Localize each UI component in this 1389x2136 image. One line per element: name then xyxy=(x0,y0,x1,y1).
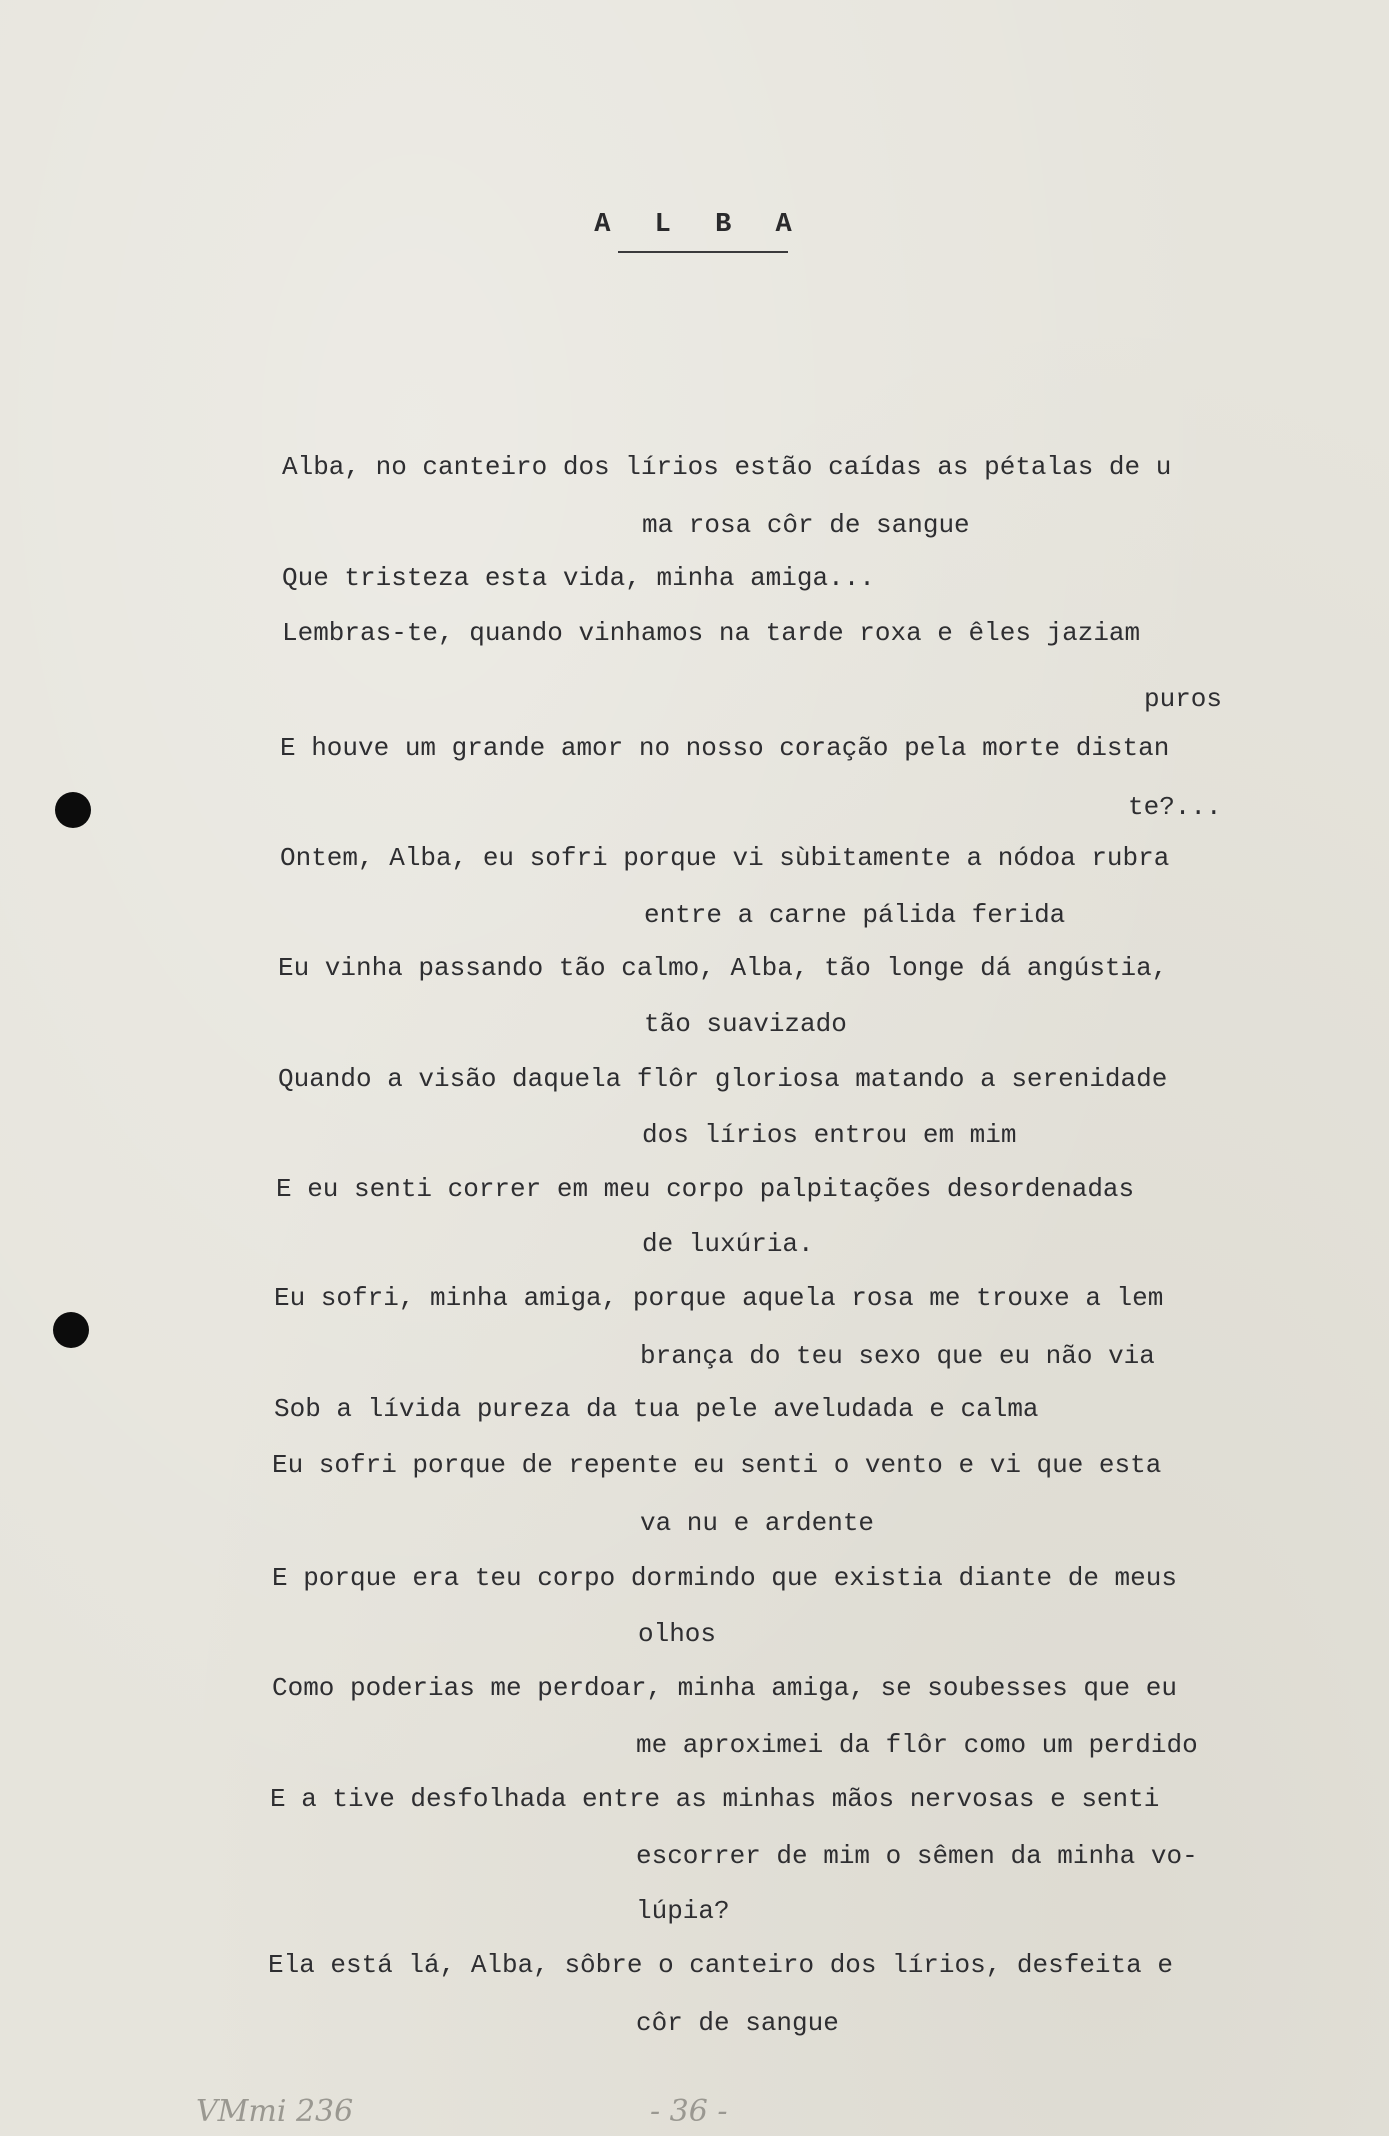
poem-line: Eu sofri, minha amiga, porque aquela rosa me trouxe a lem xyxy=(274,1283,1164,1313)
poem-line: Sob a lívida pureza da tua pele aveludada e calma xyxy=(274,1394,1039,1424)
poem-line: te?... xyxy=(1128,792,1222,822)
poem-line: Ela está lá, Alba, sôbre o canteiro dos lírios, desfeita e xyxy=(268,1950,1173,1980)
poem-line: ma rosa côr de sangue xyxy=(642,510,970,540)
poem-line: brança do teu sexo que eu não via xyxy=(640,1341,1155,1371)
punch-hole-top xyxy=(55,792,91,828)
poem-line: Que tristeza esta vida, minha amiga... xyxy=(282,563,875,593)
poem-line: va nu e ardente xyxy=(640,1508,875,1538)
poem-line: olhos xyxy=(638,1619,717,1649)
poem-line: Lembras-te, quando vinhamos na tarde roxa e êles jaziam xyxy=(282,618,1141,648)
poem-line: E houve um grande amor no nosso coração pela morte distan xyxy=(280,733,1170,763)
poem-line: E porque era teu corpo dormindo que existia diante de meus xyxy=(272,1563,1177,1593)
poem-line: lúpia? xyxy=(636,1896,730,1926)
poem-line: dos lírios entrou em mim xyxy=(642,1120,1017,1150)
poem-line: escorrer de mim o sêmen da minha vo- xyxy=(636,1841,1198,1871)
poem-line: de luxúria. xyxy=(642,1229,814,1259)
poem-line: Alba, no canteiro dos lírios estão caídas as pétalas de u xyxy=(282,452,1172,482)
title-underline xyxy=(618,251,788,253)
poem-line: tão suavizado xyxy=(644,1009,847,1039)
poem-line: Eu sofri porque de repente eu senti o vento e vi que esta xyxy=(272,1450,1162,1480)
poem-title: A L B A xyxy=(594,210,806,240)
poem-line: E a tive desfolhada entre as minhas mãos nervosas e senti xyxy=(270,1784,1160,1814)
poem-line: Eu vinha passando tão calmo, Alba, tão longe dá angústia, xyxy=(278,953,1168,983)
poem-line: entre a carne pálida ferida xyxy=(644,900,1066,930)
poem-line: E eu senti correr em meu corpo palpitações desordenadas xyxy=(276,1174,1135,1204)
page-number: - 36 - xyxy=(650,2094,728,2129)
poem-line: puros xyxy=(1144,684,1223,714)
poem-line: me aproximei da flôr como um perdido xyxy=(636,1730,1198,1760)
punch-hole-bottom xyxy=(53,1312,89,1348)
poem-line: Quando a visão daquela flôr gloriosa matando a serenidade xyxy=(278,1064,1168,1094)
poem-line: Como poderias me perdoar, minha amiga, se soubesses que eu xyxy=(272,1673,1177,1703)
poem-line: côr de sangue xyxy=(636,2008,839,2038)
poem-line: Ontem, Alba, eu sofri porque vi sùbitamente a nódoa rubra xyxy=(280,843,1170,873)
archive-mark: VMmi 236 xyxy=(196,2094,354,2129)
